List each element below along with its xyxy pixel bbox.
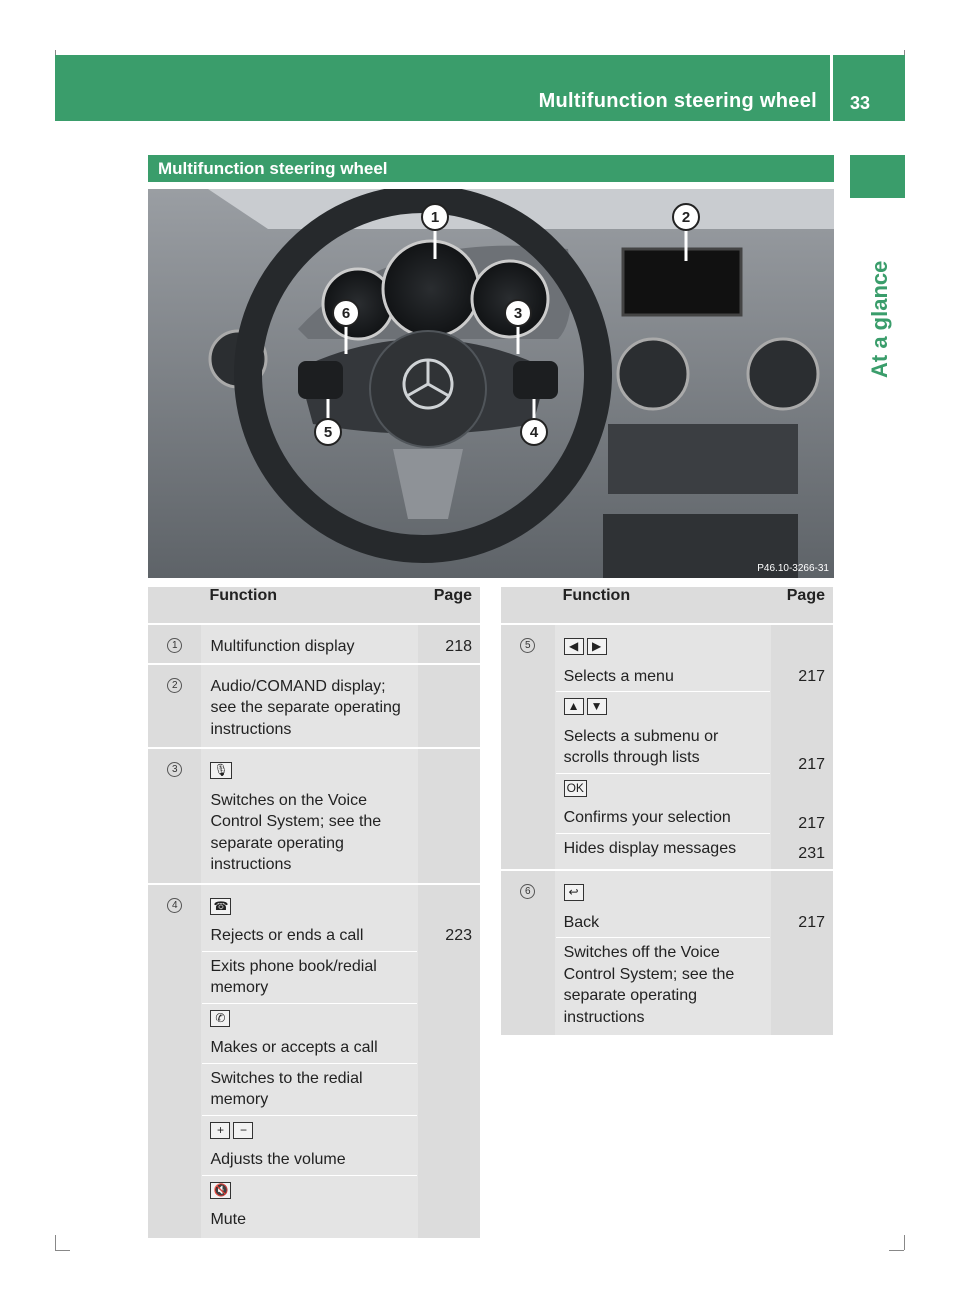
steering-wheel-photo xyxy=(148,189,834,578)
phone-accept-icon: ✆ xyxy=(210,1010,230,1027)
ok-key: OK xyxy=(556,773,771,804)
phone-end-icon: ☎ xyxy=(210,898,231,915)
function-text: Rejects or ends a call xyxy=(210,927,364,944)
page-number: 33 xyxy=(850,93,871,113)
row-number: 1 xyxy=(148,624,201,664)
header-num xyxy=(501,587,555,624)
left-right-keys: ◀ ▶ xyxy=(556,626,771,662)
chapter-tab xyxy=(850,155,905,198)
function-table-right xyxy=(501,587,833,1035)
function-text: Multifunction display xyxy=(210,638,355,655)
section-title: Multifunction steering wheel xyxy=(148,155,834,182)
function-text: Makes or accepts a call xyxy=(210,1039,378,1056)
mute-icon: 🔇 xyxy=(210,1182,231,1199)
steering-wheel-illustration xyxy=(148,189,834,578)
crop-mark xyxy=(904,1235,905,1250)
crop-mark xyxy=(889,1250,904,1251)
page-ref: 217 xyxy=(798,815,825,832)
row-number: 2 xyxy=(148,664,201,749)
row-number: 6 xyxy=(501,870,555,1035)
callout-4: 4 xyxy=(529,424,539,441)
page-ref: 217 xyxy=(798,756,825,773)
page-ref: 231 xyxy=(798,844,825,862)
callout-3: 3 xyxy=(513,305,523,322)
callout-5: 5 xyxy=(323,424,333,441)
page-ref: 223 xyxy=(445,927,472,944)
crop-mark xyxy=(55,1250,70,1251)
function-text: Adjusts the volume xyxy=(210,1151,346,1168)
crop-mark xyxy=(55,1235,56,1250)
function-text: Audio/COMAND display; see the separate operating instructions xyxy=(210,677,401,738)
function-text: Back xyxy=(563,913,600,931)
function-text: Hides display messages xyxy=(556,833,771,866)
function-text: Switches off the Voice Control System; see the separate operating instructions xyxy=(556,937,771,1034)
callout-6: 6 xyxy=(341,305,351,322)
function-text: Mute xyxy=(210,1211,247,1228)
back-icon: ↩ xyxy=(564,884,584,901)
row-number: 3 xyxy=(148,748,201,884)
page-ref: 217 xyxy=(798,913,825,931)
row-number: 5 xyxy=(501,624,555,870)
callout-1: 1 xyxy=(430,209,440,226)
function-text: Confirms your selection xyxy=(563,809,731,826)
header-num xyxy=(148,587,201,624)
header-page: Page xyxy=(418,587,480,624)
page-ref: 217 xyxy=(798,667,825,685)
function-table-left xyxy=(148,587,480,1238)
page-header-bar xyxy=(55,55,905,121)
mic-icon: 🎙 xyxy=(210,762,231,779)
function-text: Switches to the redial memory xyxy=(202,1063,417,1115)
row-number: 4 xyxy=(148,884,201,1238)
function-text: Selects a menu xyxy=(563,667,674,685)
up-down-keys: ▲ ▼ xyxy=(556,691,771,722)
function-text: Selects a submenu or scrolls through lists xyxy=(563,727,719,766)
photo-caption: P46.10-3266-31 xyxy=(757,563,829,574)
page-ref: 218 xyxy=(445,638,472,655)
header-page: Page xyxy=(771,587,833,624)
callout-2: 2 xyxy=(681,209,691,226)
function-text: Exits phone book/redial memory xyxy=(202,951,417,1003)
header-divider xyxy=(830,55,833,121)
header-title: Multifunction steering wheel xyxy=(538,90,817,112)
header-function: Function xyxy=(201,587,418,624)
volume-icon: + − xyxy=(202,1115,417,1146)
chapter-label: At a glance xyxy=(867,260,892,378)
header-function: Function xyxy=(555,587,772,624)
function-text: Switches on the Voice Control System; see the separate operating instructions xyxy=(210,791,382,873)
